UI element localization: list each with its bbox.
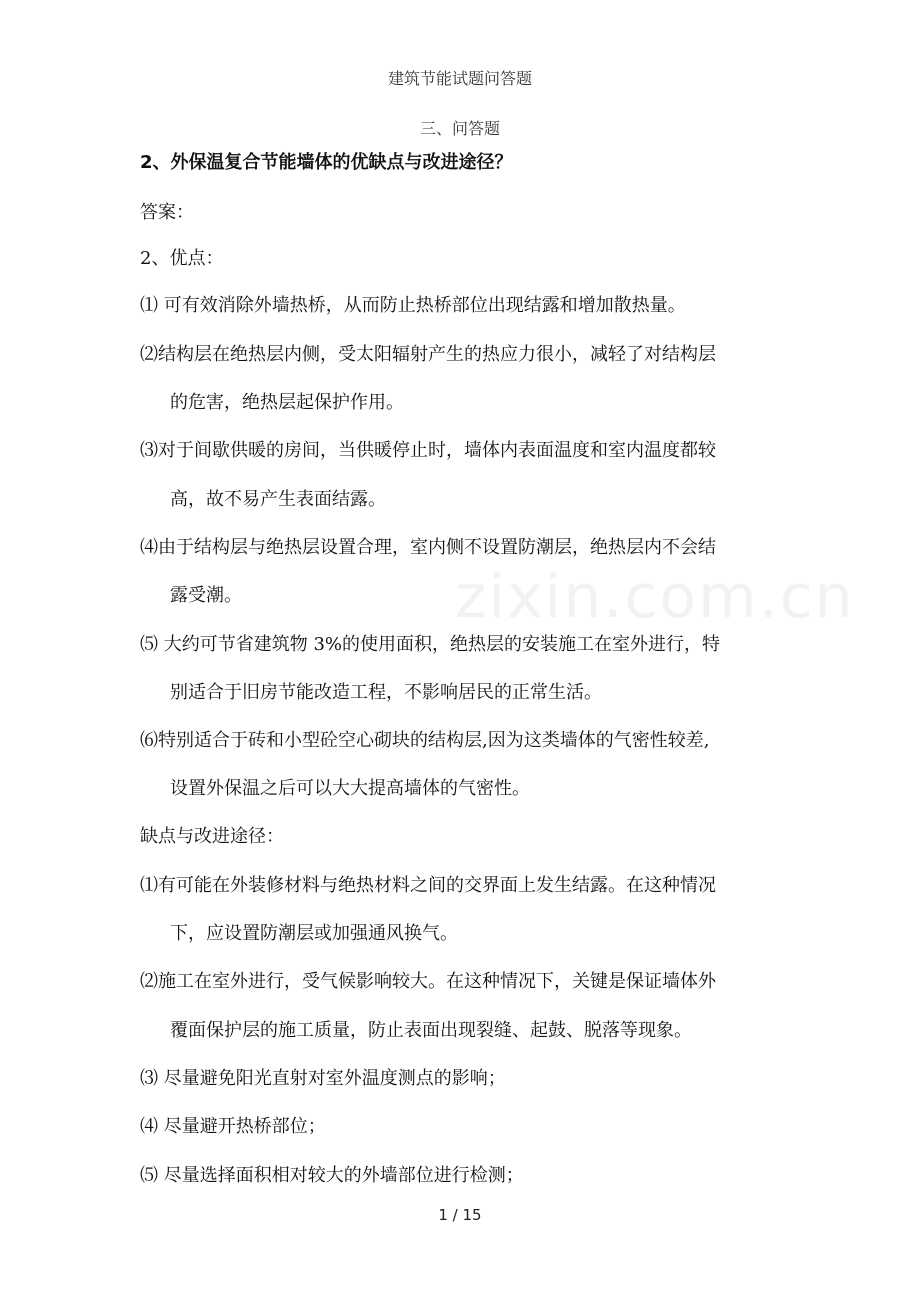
disadvantage-item-1-cont: 下，应设置防潮层或加强通风换气。 (170, 923, 458, 944)
advantage-item-5-cont: 别适合于旧房节能改造工程，不影响居民的正常生活。 (170, 682, 602, 703)
disadvantage-item-1: ⑴有可能在外装修材料与绝热材料之间的交界面上发生结露。在这种情况 (140, 875, 716, 896)
section-heading: 三、问答题 (419, 119, 500, 138)
advantage-item-3: ⑶对于间歇供暖的房间，当供暖停止时，墙体内表面温度和室内温度都较 (140, 440, 716, 461)
disadvantage-item-2-cont: 覆面保护层的施工质量，防止表面出现裂缝、起鼓、脱落等现象。 (170, 1020, 692, 1041)
watermark: zixin.com.cn (455, 562, 855, 632)
advantage-item-6: ⑹特别适合于砖和小型砼空心砌块的结构层,因为这类墙体的气密性较差, (140, 730, 710, 751)
page-number: 1 / 15 (438, 1206, 482, 1224)
advantage-item-6-cont: 设置外保温之后可以大大提高墙体的气密性。 (170, 778, 530, 799)
advantages-label: 2、优点： (140, 248, 224, 269)
disadvantage-item-2: ⑵施工在室外进行，受气候影响较大。在这种情况下，关键是保证墙体外 (140, 971, 716, 992)
disadvantage-item-3: ⑶ 尽量避免阳光直射对室外温度测点的影响； (140, 1068, 506, 1089)
advantage-item-2: ⑵结构层在绝热层内侧，受太阳辐射产生的热应力很小，减轻了对结构层 (140, 344, 716, 365)
disadvantage-item-5: ⑸ 尽量选择面积相对较大的外墙部位进行检测； (140, 1165, 524, 1186)
advantage-item-3-cont: 高，故不易产生表面结露。 (170, 489, 386, 510)
advantage-item-2-cont: 的危害，绝热层起保护作用。 (170, 392, 404, 413)
advantage-item-4-cont: 露受潮。 (170, 585, 242, 606)
advantage-item-4: ⑷由于结构层与绝热层设置合理，室内侧不设置防潮层，绝热层内不会结 (140, 537, 716, 558)
disadvantage-item-4: ⑷ 尽量避开热桥部位； (140, 1116, 326, 1137)
answer-label: 答案： (140, 202, 194, 223)
advantage-item-5: ⑸ 大约可节省建筑物 3%的使用面积，绝热层的安装施工在室外进行，特 (140, 634, 720, 655)
advantage-item-1: ⑴ 可有效消除外墙热桥，从而防止热桥部位出现结露和增加散热量。 (140, 295, 686, 316)
question-heading: 2、外保温复合节能墙体的优缺点与改进途径？ (140, 152, 513, 173)
document-title: 建筑节能试题问答题 (387, 69, 532, 88)
disadvantages-label: 缺点与改进途径： (140, 826, 284, 847)
